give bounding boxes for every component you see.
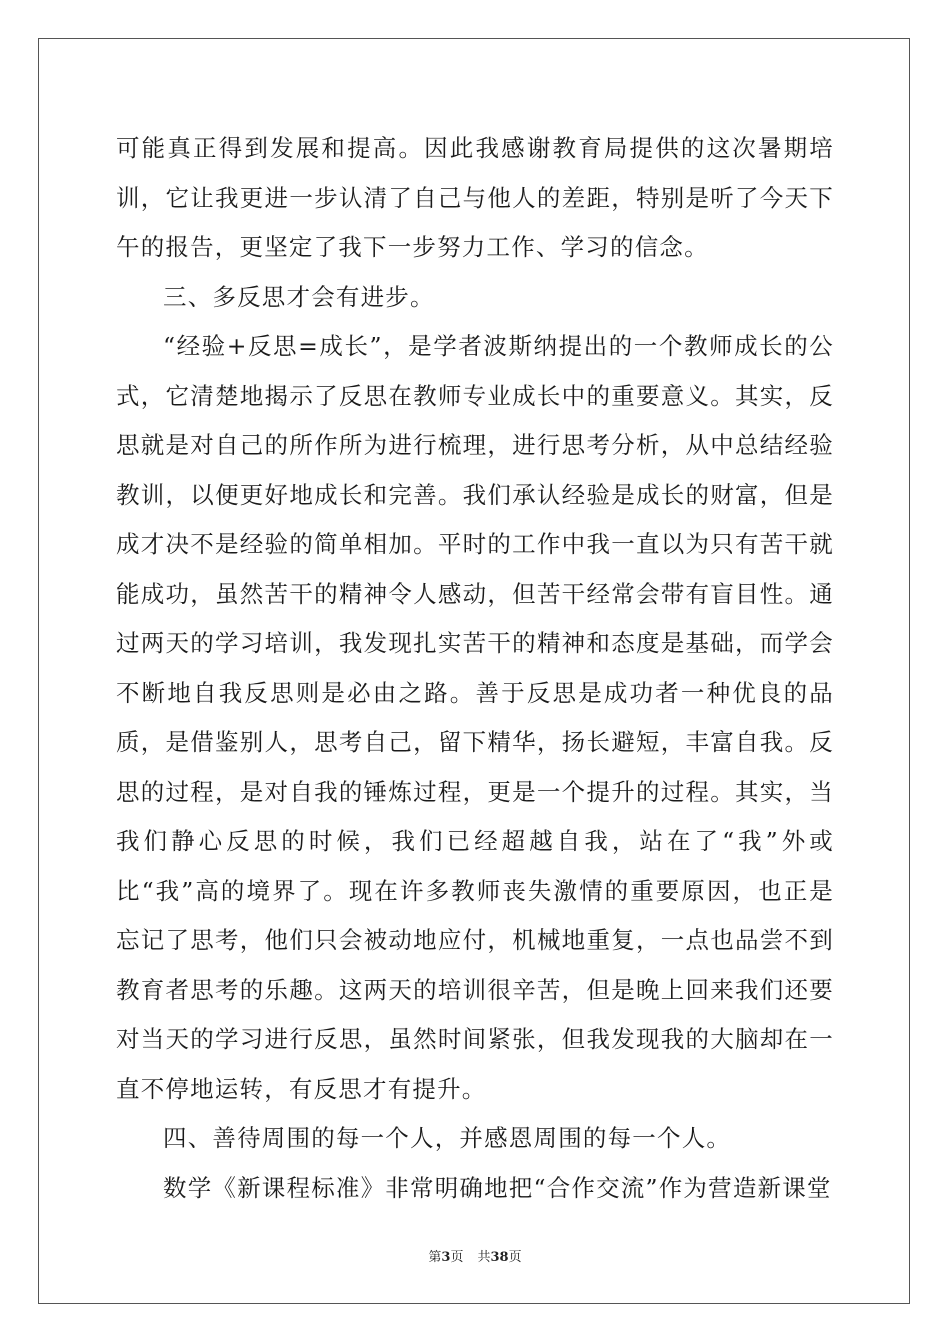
page-suffix: 页 — [450, 1250, 464, 1265]
section-heading-three: 三、多反思才会有进步。 — [163, 282, 435, 311]
section-heading-four: 四、善待周围的每一个人，并感恩周围的每一个人。 — [163, 1124, 732, 1152]
page-number: 3 — [441, 1250, 451, 1265]
total-prefix: 共 — [477, 1250, 491, 1265]
paragraph-curriculum: 数学《新课程标准》非常明确地把“合作交流”作为营造新课堂 — [163, 1173, 832, 1202]
page-prefix: 第 — [428, 1250, 442, 1265]
total-pages: 38 — [490, 1250, 509, 1265]
total-suffix: 页 — [508, 1250, 522, 1265]
page-footer — [0, 1249, 950, 1267]
paragraph-continuation: 可能真正得到发展和提高。因此我感谢教育局提供的这次暑期培训，它让我更进一步认清了自己与他人的差距，特别是听了今天下午的报告，更坚定了我下一步努力工作、学习的信念。 — [116, 134, 834, 261]
document-body — [116, 124, 834, 1213]
paragraph-reflection: “经验+反思=成长”，是学者波斯纳提出的一个教师成长的公式，它清楚地揭示了反思在教师专业成长中的重要意义。其实，反思就是对自己的所作所为进行梳理，进行思考分析，从中总结经验教训，以便更好地成长和完善。我们承认经验是成长的财富，但是成才决不是经验的简单相加。平时的工作中我一直以为只有苦干就能成功，虽然苦干的精神令人感动，但苦干经常会带有盲目性。通过两天的学习培训，我发现扎实苦干的精神和态度是基础，而学会不断地自我反思则是必由之路。善于反思是成功者一种优良的品质，是借鉴别人，思考自己，留下精华，扬长避短，丰富自我。反思的过程，是对自我的锤炼过程，更是一个提升的过程。其实，当我们静心反思的时候，我们已经超越自我，站在了“我”外或比“我”高的境界了。现在许多教师丧失激情的重要原因，也正是忘记了思考，他们只会被动地应付，机械地重复，一点也品尝不到教育者思考的乐趣。这两天的培训很辛苦，但是晚上回来我们还要对当天的学习进行反思，虽然时间紧张，但我发现我的大脑却在一直不停地运转，有反思才有提升。 — [116, 332, 834, 1103]
